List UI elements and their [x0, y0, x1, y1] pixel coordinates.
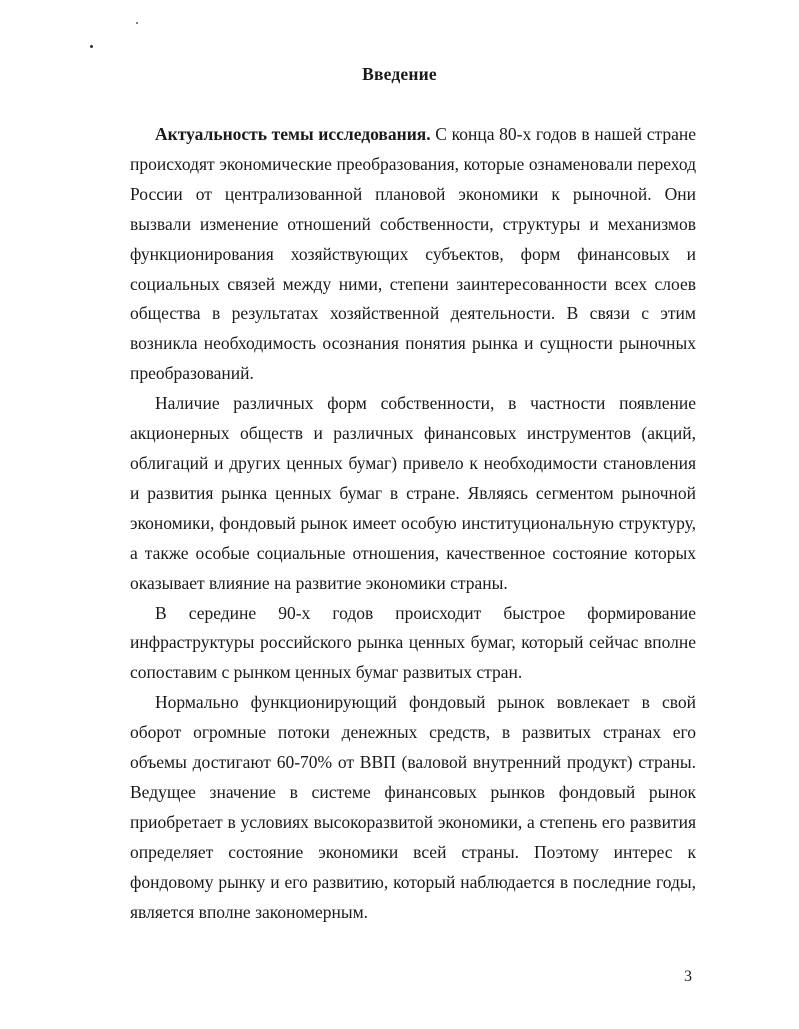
paragraph-relevance — [130, 120, 696, 389]
paragraph-stock-market: Нормально функционирующий фондовый рынок вовлекает в свой оборот огромные потоки денежных средств, в развитых странах его объемы достигают 60-70% от ВВП (валовой внутренний продукт) страны. Ведущее значение в системе финансовых рынков фондовый рынок приобретает в условиях высокоразвитой экономики, а степень его развития определяет состояние экономики всей страны. Поэтому интерес к фондовому рынку и его развитию, который наблюдается в последние годы, является вполне закономерным. — [130, 692, 696, 922]
paragraph-nineties: В середине 90-х годов происходит быстрое формирование инфраструктуры российского рынка ценных бумаг, который сейчас вполне сопоставим с рынком ценных бумаг развитых стран. — [130, 602, 696, 683]
scan-speck — [136, 22, 138, 24]
scan-speck — [90, 45, 93, 48]
paragraph-ownership: Наличие различных форм собственности, в частности появление акционерных обществ и различных финансовых инструментов (акций, облигаций и других ценных бумаг) привело к необходимости становления и развития рынка ценных бумаг в стране. Являясь сегментом рыночной экономики, фондовый рынок имеет особую институциональную структуру, а также особые социальные отношения, качественное состояние которых оказывает влияние на развитие экономики страны. — [130, 393, 696, 593]
paragraph-text: С конца 80-х годов в нашей стране происходят экономические преобразования, которые ознаменовали переход России от централизованной плановой экономики к рыночной. Они вызвали изменение отношений собственности, структуры и механизмов функционирования хозяйствующих субъектов, форм финансовых и социальных связей между ними, степени заинтересованности всех слоев общества в результатах хозяйственной деятельности. В связи с этим возникла необходимость осознания понятия рынка и сущности рыночных преобразований. — [130, 124, 696, 384]
paragraph-lead: Актуальность темы исследования. — [155, 124, 431, 144]
body-text — [130, 120, 696, 927]
page-title: Введение — [362, 64, 437, 84]
page-number: 3 — [684, 968, 692, 985]
